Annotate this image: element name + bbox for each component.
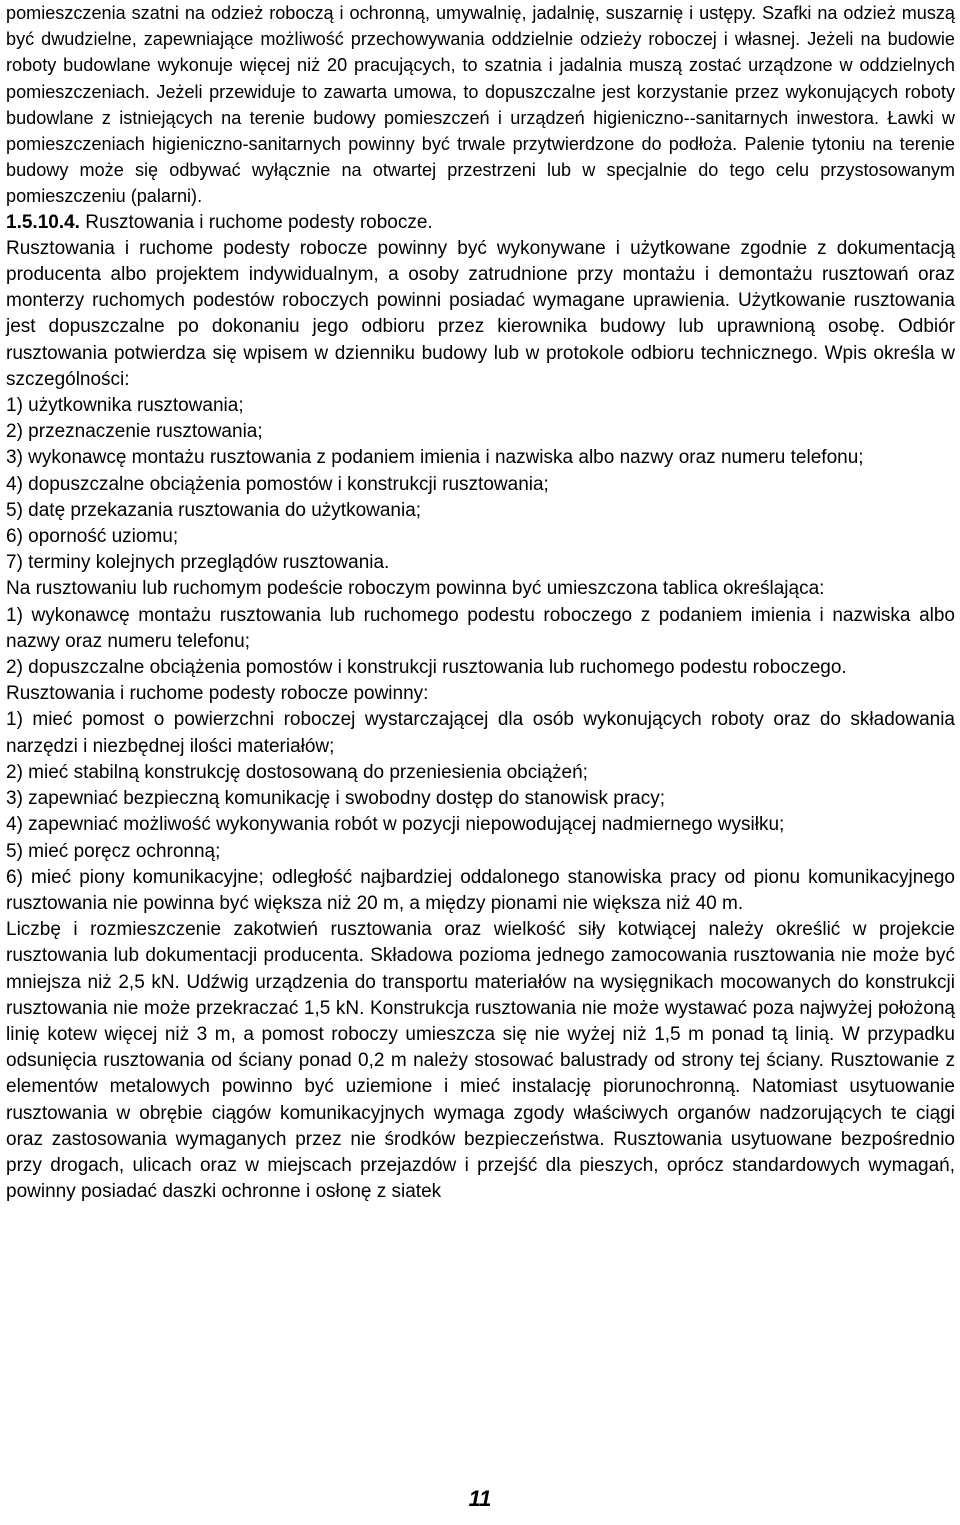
list-item: 4) zapewniać możliwość wykonywania robót w pozycji niepowodującej nadmiernego wysiłku; bbox=[6, 814, 785, 836]
list-item: 3) wykonawcę montażu rusztowania z podaniem imienia i nazwiska albo nazwy oraz numeru telefonu; bbox=[6, 447, 864, 469]
requirements-paragraph: Rusztowania i ruchome podesty robocze powinny: bbox=[6, 683, 429, 705]
entry-list bbox=[6, 393, 955, 576]
list-item: 6) mieć piony komunikacyjne; odległość najbardziej oddalonego stanowiska pracy od pionu komunikacyjnego rusztowania nie powinna być większa niż 20 m, a między pionami nie większa niż 40 m. bbox=[6, 866, 955, 914]
list-item: 1) wykonawcę montażu rusztowania lub ruchomego podestu roboczego z podaniem imienia i nazwiska albo nazwy oraz numeru telefonu; bbox=[6, 604, 955, 652]
list-item: 2) przeznaczenie rusztowania; bbox=[6, 421, 263, 443]
section-number: 1.5.10.4. bbox=[6, 211, 80, 233]
list-item: 1) mieć pomost o powierzchni roboczej wystarczającej dla osób wykonujących roboty oraz do składowania narzędzi i niezbędnej ilości materiałów; bbox=[6, 709, 955, 757]
list-item: 5) datę przekazania rusztowania do użytkowania; bbox=[6, 499, 422, 521]
list-item: 4) dopuszczalne obciążenia pomostów i konstrukcji rusztowania; bbox=[6, 473, 549, 495]
list-item: 3) zapewniać bezpieczną komunikację i swobodny dostęp do stanowisk pracy; bbox=[6, 788, 666, 810]
list-item: 5) mieć poręcz ochronną; bbox=[6, 840, 221, 862]
list-item: 2) dopuszczalne obciążenia pomostów i konstrukcji rusztowania lub ruchomego podestu roboczego. bbox=[6, 657, 847, 679]
section-heading bbox=[6, 210, 955, 236]
page-number: 11 bbox=[468, 1486, 492, 1511]
board-paragraph: Na rusztowaniu lub ruchomym podeście roboczym powinna być umieszczona tablica określająca: bbox=[6, 578, 825, 600]
requirements-list bbox=[6, 707, 955, 917]
list-item: 7) terminy kolejnych przeglądów rusztowania. bbox=[6, 552, 390, 574]
section-title: Rusztowania i ruchome podesty robocze. bbox=[85, 211, 433, 233]
anchoring-paragraph: Liczbę i rozmieszczenie zakotwień rusztowania oraz wielkość siły kotwiącej należy określić w projekcie rusztowania lub dokumentacji producenta. Składowa pozioma jednego zamocowania rusztowania nie może być mniejsza niż 2,5 kN. Udźwig urządzenia do transportu materiałów na wysięgnikach mocowanych do konstrukcji rusztowania nie może przekraczać 1,5 kN. Konstrukcja rusztowania nie może wystawać poza najwyżej położoną linię kotew więcej niż 3 m, a pomost roboczy umieszcza się nie wyżej niż 1,5 m ponad tą linią. W przypadku odsunięcia rusztowania od ściany ponad 0,2 m należy stosować balustrady od strony tej ściany. Rusztowanie z elementów metalowych powinno być uziemione i mieć instalację piorunochronną. Natomiast usytuowanie rusztowania w obrębie ciągów komunikacyjnych wymaga zgody właściwych organów nadzorujących te ciągi oraz zastosowania wymaganych przez nie środków bezpieczeństwa. Rusztowania usytuowane bezpośrednio przy drogach, ulicach oraz w miejscach przejazdów i przejść dla pieszych, oprócz standardowych wymagań, powinny posiadać daszki ochronne i osłonę z siatek bbox=[6, 919, 955, 1203]
list-item: 1) użytkownika rusztowania; bbox=[6, 395, 244, 417]
list-item: 2) mieć stabilną konstrukcję dostosowaną do przeniesienia obciążeń; bbox=[6, 761, 588, 783]
intro-paragraph: pomieszczenia szatni na odzież roboczą i ochronną, umywalnię, jadalnię, suszarnię i ustępy. Szafki na odzież muszą być dwudzielne, zapewniające możliwość przechowywania oddzielnie odzieży roboczej i własnej. Jeżeli na budowie roboty budowlane wykonuje więcej niż 20 pracujących, to szatnia i jadalnia muszą zostać urządzone w oddzielnych pomieszczeniach. Jeżeli przewiduje to zawarta umowa, to dopuszczalne jest korzystanie przez wykonujących roboty budowlane z istniejących na terenie budowy pomieszczeń i urządzeń higieniczno--sanitarnych inwestora. Ławki w pomieszczeniach higieniczno-sanitarnych powinny być trwale przytwierdzone do podłoża. Palenie tytoniu na terenie budowy może się odbywać wyłącznie na otwartej przestrzeni lub w specjalnie do tego celu przystosowanym pomieszczeniu (palarni). bbox=[6, 3, 955, 207]
list-item: 6) oporność uziomu; bbox=[6, 526, 179, 548]
scaffolding-intro-paragraph: Rusztowania i ruchome podesty robocze powinny być wykonywane i użytkowane zgodnie z dokumentacją producenta albo projektem indywidualnym, a osoby zatrudnione przy montażu i demontażu rusztowań oraz monterzy ruchomych podestów roboczych powinni posiadać wymagane uprawienia. Użytkowanie rusztowania jest dopuszczalne po dokonaniu jego odbioru przez kierownika budowy lub uprawnioną osobę. Odbiór rusztowania potwierdza się wpisem w dzienniku budowy lub w protokole odbioru technicznego. Wpis określa w szczególności: bbox=[6, 237, 955, 390]
document-page bbox=[6, 0, 955, 1205]
board-list bbox=[6, 603, 955, 682]
